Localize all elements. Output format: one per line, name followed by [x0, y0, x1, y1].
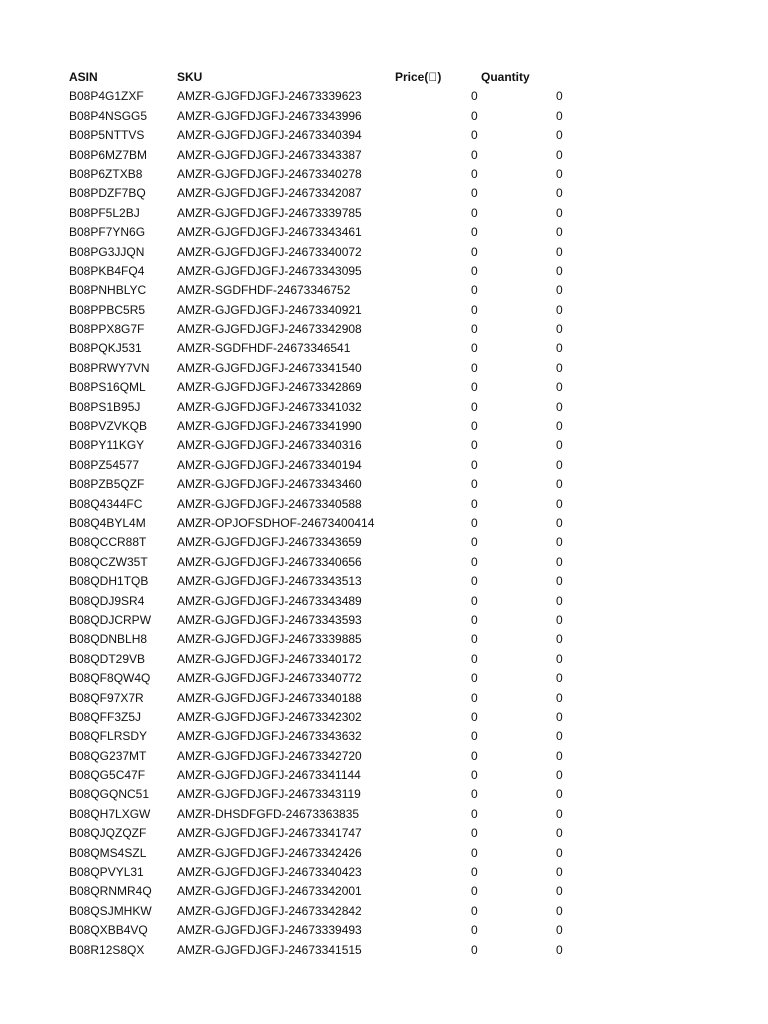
- table-row: [0, 805, 768, 824]
- price-cell: 0: [471, 612, 478, 627]
- quantity-cell: 0: [556, 341, 563, 356]
- sku-cell: AMZR-GJGFDJGFJ-24673343460: [177, 477, 362, 492]
- price-cell: 0: [471, 128, 478, 143]
- asin-cell: B08R12S8QX: [69, 942, 145, 957]
- table-row: [0, 436, 768, 455]
- asin-cell: B08P4G1ZXF: [69, 89, 144, 104]
- quantity-cell: 0: [556, 632, 563, 647]
- price-cell: 0: [471, 826, 478, 841]
- asin-cell: B08PPBC5R5: [69, 302, 146, 317]
- sku-cell: AMZR-GJGFDJGFJ-24673340172: [177, 651, 362, 666]
- asin-cell: B08QDH1TQB: [69, 574, 149, 589]
- table-row: [0, 281, 768, 300]
- sku-column-header: SKU: [177, 70, 203, 84]
- price-cell: 0: [471, 729, 478, 744]
- quantity-cell: 0: [556, 884, 563, 899]
- sku-cell: AMZR-DHSDFGFD-24673363835: [177, 806, 360, 821]
- sku-cell: AMZR-GJGFDJGFJ-24673340656: [177, 554, 362, 569]
- price-cell: 0: [471, 942, 478, 957]
- sku-cell: AMZR-GJGFDJGFJ-24673343659: [177, 535, 362, 550]
- sku-cell: AMZR-GJGFDJGFJ-24673342001: [177, 884, 362, 899]
- quantity-cell: 0: [556, 283, 563, 298]
- table-row: [0, 514, 768, 533]
- quantity-cell: 0: [556, 496, 563, 511]
- asin-cell: B08P5NTTVS: [69, 128, 145, 143]
- price-cell: 0: [471, 884, 478, 899]
- table-row: [0, 902, 768, 921]
- asin-cell: B08PZB5QZF: [69, 477, 145, 492]
- quantity-cell: 0: [556, 166, 563, 181]
- quantity-cell: 0: [556, 787, 563, 802]
- table-row: [0, 417, 768, 436]
- price-cell: 0: [471, 709, 478, 724]
- asin-cell: B08QCZW35T: [69, 554, 148, 569]
- asin-cell: B08QDJ9SR4: [69, 593, 145, 608]
- quantity-cell: 0: [556, 89, 563, 104]
- table-row: [0, 592, 768, 611]
- sku-cell: AMZR-GJGFDJGFJ-24673339623: [177, 89, 362, 104]
- price-cell: 0: [471, 457, 478, 472]
- quantity-cell: 0: [556, 108, 563, 123]
- quantity-cell: 0: [556, 709, 563, 724]
- table-row: [0, 785, 768, 804]
- asin-cell: B08QG237MT: [69, 748, 147, 763]
- table-row: [0, 824, 768, 843]
- quantity-cell: 0: [556, 205, 563, 220]
- quantity-cell: 0: [556, 186, 563, 201]
- price-cell: 0: [471, 244, 478, 259]
- sku-cell: AMZR-SGDFHDF-24673346752: [177, 283, 351, 298]
- quantity-cell: 0: [556, 612, 563, 627]
- table-row: [0, 126, 768, 145]
- asin-cell: B08PF7YN6G: [69, 225, 146, 240]
- asin-cell: B08QCCR88T: [69, 535, 147, 550]
- price-cell: 0: [471, 632, 478, 647]
- table-row: [0, 766, 768, 785]
- quantity-cell: 0: [556, 322, 563, 337]
- quantity-cell: 0: [556, 419, 563, 434]
- sku-cell: AMZR-GJGFDJGFJ-24673341990: [177, 419, 362, 434]
- table-row: [0, 572, 768, 591]
- sku-cell: AMZR-GJGFDJGFJ-24673340316: [177, 438, 362, 453]
- price-cell: 0: [471, 865, 478, 880]
- asin-cell: B08QXBB4VQ: [69, 923, 148, 938]
- sku-cell: AMZR-GJGFDJGFJ-24673342908: [177, 322, 362, 337]
- quantity-cell: 0: [556, 574, 563, 589]
- price-column-header: Price( ): [395, 70, 442, 84]
- sku-cell: AMZR-GJGFDJGFJ-24673340772: [177, 671, 362, 686]
- asin-cell: B08QDT29VB: [69, 651, 146, 666]
- quantity-cell: 0: [556, 147, 563, 162]
- sku-cell: AMZR-GJGFDJGFJ-24673340921: [177, 302, 362, 317]
- sku-cell: AMZR-GJGFDJGFJ-24673342302: [177, 709, 362, 724]
- asin-cell: B08QG5C47F: [69, 768, 146, 783]
- asin-cell: B08P6ZTXB8: [69, 166, 143, 181]
- price-cell: 0: [471, 768, 478, 783]
- table-row: [0, 320, 768, 339]
- asin-cell: B08Q4BYL4M: [69, 515, 146, 530]
- price-cell: 0: [471, 535, 478, 550]
- sku-cell: AMZR-GJGFDJGFJ-24673343593: [177, 612, 362, 627]
- table-row: [0, 863, 768, 882]
- asin-cell: B08PS16QML: [69, 380, 146, 395]
- sku-cell: AMZR-GJGFDJGFJ-24673342842: [177, 903, 362, 918]
- price-cell: 0: [471, 903, 478, 918]
- table-row: [0, 495, 768, 514]
- table-row: [0, 747, 768, 766]
- quantity-cell: 0: [556, 826, 563, 841]
- quantity-cell: 0: [556, 903, 563, 918]
- asin-cell: B08P6MZ7BM: [69, 147, 148, 162]
- table-row: [0, 844, 768, 863]
- price-cell: 0: [471, 89, 478, 104]
- price-cell: 0: [471, 845, 478, 860]
- asin-cell: B08PKB4FQ4: [69, 263, 145, 278]
- price-cell: 0: [471, 419, 478, 434]
- quantity-cell: 0: [556, 593, 563, 608]
- table-row: [0, 243, 768, 262]
- price-cell: 0: [471, 554, 478, 569]
- asin-cell: B08QH7LXGW: [69, 806, 151, 821]
- price-cell: 0: [471, 283, 478, 298]
- price-cell: 0: [471, 923, 478, 938]
- price-cell: 0: [471, 263, 478, 278]
- table-row: [0, 184, 768, 203]
- asin-cell: B08QGQNC51: [69, 787, 150, 802]
- price-cell: 0: [471, 360, 478, 375]
- price-cell: 0: [471, 651, 478, 666]
- sku-cell: AMZR-GJGFDJGFJ-24673341032: [177, 399, 362, 414]
- price-cell: 0: [471, 515, 478, 530]
- asin-cell: B08Q4344FC: [69, 496, 143, 511]
- price-cell: 0: [471, 380, 478, 395]
- sku-cell: AMZR-GJGFDJGFJ-24673340278: [177, 166, 362, 181]
- quantity-cell: 0: [556, 263, 563, 278]
- quantity-cell: 0: [556, 865, 563, 880]
- quantity-cell: 0: [556, 302, 563, 317]
- table-row: [0, 689, 768, 708]
- table-row: [0, 669, 768, 688]
- asin-cell: B08PRWY7VN: [69, 360, 150, 375]
- table-row: [0, 727, 768, 746]
- asin-cell: B08P4NSGG5: [69, 108, 148, 123]
- asin-cell: B08PZ54577: [69, 457, 140, 472]
- table-row: [0, 204, 768, 223]
- quantity-cell: 0: [556, 806, 563, 821]
- sku-cell: AMZR-GJGFDJGFJ-24673341747: [177, 826, 362, 841]
- quantity-cell: 0: [556, 923, 563, 938]
- sku-cell: AMZR-GJGFDJGFJ-24673339493: [177, 923, 362, 938]
- price-cell: 0: [471, 477, 478, 492]
- sku-cell: AMZR-GJGFDJGFJ-24673340194: [177, 457, 362, 472]
- asin-cell: B08PF5L2BJ: [69, 205, 140, 220]
- sku-cell: AMZR-GJGFDJGFJ-24673343387: [177, 147, 362, 162]
- sku-cell: AMZR-GJGFDJGFJ-24673341144: [177, 768, 361, 783]
- sku-cell: AMZR-OPJOFSDHOF-24673400414: [177, 515, 375, 530]
- asin-cell: B08QPVYL31: [69, 865, 144, 880]
- sku-cell: AMZR-GJGFDJGFJ-24673342720: [177, 748, 362, 763]
- sku-cell: AMZR-GJGFDJGFJ-24673343095: [177, 263, 362, 278]
- sku-cell: AMZR-GJGFDJGFJ-24673343513: [177, 574, 362, 589]
- sku-cell: AMZR-GJGFDJGFJ-24673339785: [177, 205, 362, 220]
- header-row: [0, 68, 768, 87]
- price-cell: 0: [471, 147, 478, 162]
- price-cell: 0: [471, 787, 478, 802]
- sku-cell: AMZR-GJGFDJGFJ-24673340588: [177, 496, 362, 511]
- table-row: [0, 87, 768, 106]
- price-cell: 0: [471, 186, 478, 201]
- asin-cell: B08QRNMR4Q: [69, 884, 152, 899]
- table-row: [0, 262, 768, 281]
- price-cell: 0: [471, 166, 478, 181]
- table-row: [0, 533, 768, 552]
- sku-cell: AMZR-GJGFDJGFJ-24673342869: [177, 380, 362, 395]
- quantity-cell: 0: [556, 748, 563, 763]
- asin-cell: B08QF97X7R: [69, 690, 144, 705]
- asin-cell: B08QDNBLH8: [69, 632, 148, 647]
- quantity-cell: 0: [556, 380, 563, 395]
- table-row: [0, 475, 768, 494]
- sku-cell: AMZR-GJGFDJGFJ-24673340188: [177, 690, 362, 705]
- quantity-cell: 0: [556, 845, 563, 860]
- asin-cell: B08QF8QW4Q: [69, 671, 151, 686]
- quantity-cell: 0: [556, 399, 563, 414]
- quantity-cell: 0: [556, 360, 563, 375]
- asin-cell: B08PS1B95J: [69, 399, 141, 414]
- table-row: [0, 223, 768, 242]
- quantity-cell: 0: [556, 690, 563, 705]
- price-cell: 0: [471, 108, 478, 123]
- price-cell: 0: [471, 496, 478, 511]
- quantity-cell: 0: [556, 128, 563, 143]
- sku-cell: AMZR-GJGFDJGFJ-24673340423: [177, 865, 362, 880]
- table-row: [0, 398, 768, 417]
- sku-cell: AMZR-GJGFDJGFJ-24673339885: [177, 632, 362, 647]
- asin-cell: B08QFLRSDY: [69, 729, 148, 744]
- quantity-cell: 0: [556, 225, 563, 240]
- price-cell: 0: [471, 748, 478, 763]
- price-cell: 0: [471, 322, 478, 337]
- price-cell: 0: [471, 438, 478, 453]
- sku-cell: AMZR-GJGFDJGFJ-24673340394: [177, 128, 362, 143]
- price-cell: 0: [471, 205, 478, 220]
- quantity-cell: 0: [556, 244, 563, 259]
- table-row: [0, 553, 768, 572]
- quantity-cell: 0: [556, 457, 563, 472]
- quantity-column-header: Quantity: [481, 70, 530, 84]
- table-body: [0, 87, 768, 960]
- price-cell: 0: [471, 399, 478, 414]
- asin-cell: B08PNHBLYC: [69, 283, 147, 298]
- asin-cell: B08QDJCRPW: [69, 612, 152, 627]
- table-row: [0, 301, 768, 320]
- quantity-cell: 0: [556, 515, 563, 530]
- quantity-cell: 0: [556, 438, 563, 453]
- asin-cell: B08PPX8G7F: [69, 322, 145, 337]
- inventory-sheet: [0, 68, 768, 960]
- quantity-cell: 0: [556, 477, 563, 492]
- table-row: [0, 650, 768, 669]
- quantity-cell: 0: [556, 942, 563, 957]
- table-row: [0, 378, 768, 397]
- asin-cell: B08PQKJ531: [69, 341, 142, 356]
- sku-cell: AMZR-GJGFDJGFJ-24673341515: [177, 942, 362, 957]
- asin-cell: B08QJQZQZF: [69, 826, 147, 841]
- sku-cell: AMZR-GJGFDJGFJ-24673342426: [177, 845, 362, 860]
- table-row: [0, 359, 768, 378]
- table-row: [0, 941, 768, 960]
- asin-cell: B08QMS4SZL: [69, 845, 147, 860]
- table-row: [0, 146, 768, 165]
- asin-cell: B08QFF3Z5J: [69, 709, 142, 724]
- quantity-cell: 0: [556, 535, 563, 550]
- price-cell: 0: [471, 806, 478, 821]
- price-cell: 0: [471, 225, 478, 240]
- asin-cell: B08QSJMHKW: [69, 903, 152, 918]
- sku-cell: AMZR-GJGFDJGFJ-24673343489: [177, 593, 362, 608]
- price-cell: 0: [471, 302, 478, 317]
- price-cell: 0: [471, 671, 478, 686]
- asin-cell: B08PG3JJQN: [69, 244, 145, 259]
- sku-cell: AMZR-GJGFDJGFJ-24673342087: [177, 186, 362, 201]
- quantity-cell: 0: [556, 671, 563, 686]
- table-row: [0, 630, 768, 649]
- sku-cell: AMZR-SGDFHDF-24673346541: [177, 341, 351, 356]
- table-row: [0, 611, 768, 630]
- sku-cell: AMZR-GJGFDJGFJ-24673343119: [177, 787, 361, 802]
- sku-cell: AMZR-GJGFDJGFJ-24673343996: [177, 108, 362, 123]
- price-cell: 0: [471, 574, 478, 589]
- quantity-cell: 0: [556, 729, 563, 744]
- table-row: [0, 921, 768, 940]
- quantity-cell: 0: [556, 651, 563, 666]
- asin-column-header: ASIN: [69, 70, 98, 84]
- table-row: [0, 456, 768, 475]
- table-row: [0, 165, 768, 184]
- price-cell: 0: [471, 690, 478, 705]
- table-row: [0, 708, 768, 727]
- table-row: [0, 339, 768, 358]
- sku-cell: AMZR-GJGFDJGFJ-24673340072: [177, 244, 362, 259]
- price-cell: 0: [471, 341, 478, 356]
- sku-cell: AMZR-GJGFDJGFJ-24673343632: [177, 729, 362, 744]
- table-row: [0, 882, 768, 901]
- asin-cell: B08PY11KGY: [69, 438, 145, 453]
- sku-cell: AMZR-GJGFDJGFJ-24673341540: [177, 360, 362, 375]
- asin-cell: B08PVZVKQB: [69, 419, 148, 434]
- price-cell: 0: [471, 593, 478, 608]
- table-row: [0, 107, 768, 126]
- quantity-cell: 0: [556, 768, 563, 783]
- quantity-cell: 0: [556, 554, 563, 569]
- asin-cell: B08PDZF7BQ: [69, 186, 146, 201]
- sku-cell: AMZR-GJGFDJGFJ-24673343461: [177, 225, 362, 240]
